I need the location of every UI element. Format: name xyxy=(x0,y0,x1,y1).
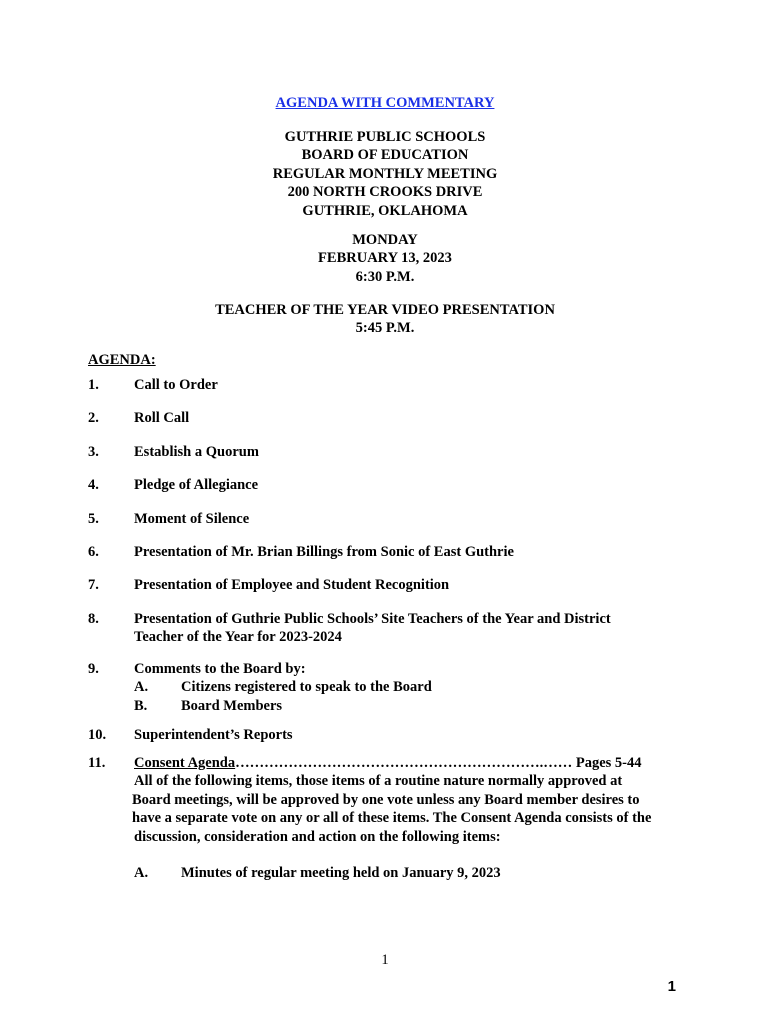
item-text: Presentation of Employee and Student Recognition xyxy=(134,577,450,593)
item-description-line: All of the following items, those items of a routine nature normally approved at xyxy=(134,773,623,790)
date-line: FEBRUARY 13, 2023 xyxy=(318,250,452,267)
header-line: 200 NORTH CROOKS DRIVE xyxy=(287,184,483,201)
sub-item-text: Minutes of regular meeting held on January 9, 2023 xyxy=(181,865,501,882)
item-number: 1. xyxy=(88,377,99,393)
corner-page-number: 1 xyxy=(667,978,676,995)
sub-item xyxy=(134,678,694,696)
sub-item xyxy=(134,697,694,715)
presentation-block xyxy=(0,301,770,338)
item-text-block xyxy=(134,660,694,715)
consent-agenda-link[interactable]: Consent Agenda xyxy=(134,755,236,771)
item-text: Pledge of Allegiance xyxy=(134,477,259,493)
item-description-line: Board meetings, will be approved by one vote unless any Board member desires to xyxy=(132,791,640,808)
sub-item-letter: A. xyxy=(134,679,149,696)
presentation-line: 5:45 P.M. xyxy=(355,320,415,337)
agenda-title-link[interactable]: AGENDA WITH COMMENTARY xyxy=(275,95,495,111)
presentation-line: TEACHER OF THE YEAR VIDEO PRESENTATION xyxy=(215,302,555,318)
date-line: MONDAY xyxy=(352,232,418,248)
page-number: 1 xyxy=(381,952,389,968)
sub-item-text: Citizens registered to speak to the Board xyxy=(181,679,432,696)
item-number: 3. xyxy=(88,444,99,460)
item-number: 4. xyxy=(88,477,99,493)
header-line: GUTHRIE PUBLIC SCHOOLS xyxy=(284,129,486,145)
date-line: 6:30 P.M. xyxy=(355,268,415,285)
title-block xyxy=(0,94,770,112)
item-text: Presentation of Mr. Brian Billings from Sonic of East Guthrie xyxy=(134,544,514,560)
header-line: REGULAR MONTHLY MEETING xyxy=(272,165,498,182)
item-text-block xyxy=(134,610,694,647)
item-number: 5. xyxy=(88,511,99,527)
header-line: GUTHRIE, OKLAHOMA xyxy=(302,202,468,219)
item-text-block xyxy=(134,754,714,882)
item-number: 11. xyxy=(88,755,106,771)
item-description-line: discussion, consideration and action on the following items: xyxy=(134,828,501,845)
date-block xyxy=(0,231,770,286)
item-number: 6. xyxy=(88,544,99,560)
item-number: 10. xyxy=(88,727,107,743)
consent-agenda-pages: Pages 5-44 xyxy=(572,755,642,771)
item-number: 8. xyxy=(88,611,99,627)
item-text: Moment of Silence xyxy=(134,511,250,527)
item-text-line: Presentation of Guthrie Public Schools’ Site Teachers of the Year and District xyxy=(134,611,611,627)
sub-item-letter: B. xyxy=(134,697,148,714)
item-text: Establish a Quorum xyxy=(134,444,259,460)
item-text: Superintendent’s Reports xyxy=(134,727,293,743)
sub-item-text: Board Members xyxy=(181,697,283,714)
sub-item-letter: A. xyxy=(134,865,149,882)
item-number: 2. xyxy=(88,410,99,426)
item-number: 9. xyxy=(88,661,99,677)
item-description-line: have a separate vote on any or all of these items. The Consent Agenda consists of the xyxy=(132,810,652,827)
item-text: Comments to the Board by: xyxy=(134,661,306,677)
header-line: BOARD OF EDUCATION xyxy=(301,147,469,164)
item-number: 7. xyxy=(88,577,99,593)
agenda-heading: AGENDA: xyxy=(88,352,156,368)
item-text: Call to Order xyxy=(134,377,218,393)
header-block xyxy=(0,128,770,220)
leader-dots: ……………………………………………………….…… xyxy=(235,755,573,771)
sub-item xyxy=(134,864,714,882)
item-text-line: Teacher of the Year for 2023-2024 xyxy=(134,629,342,646)
item-text: Roll Call xyxy=(134,410,190,426)
consent-agenda-line xyxy=(134,754,714,772)
